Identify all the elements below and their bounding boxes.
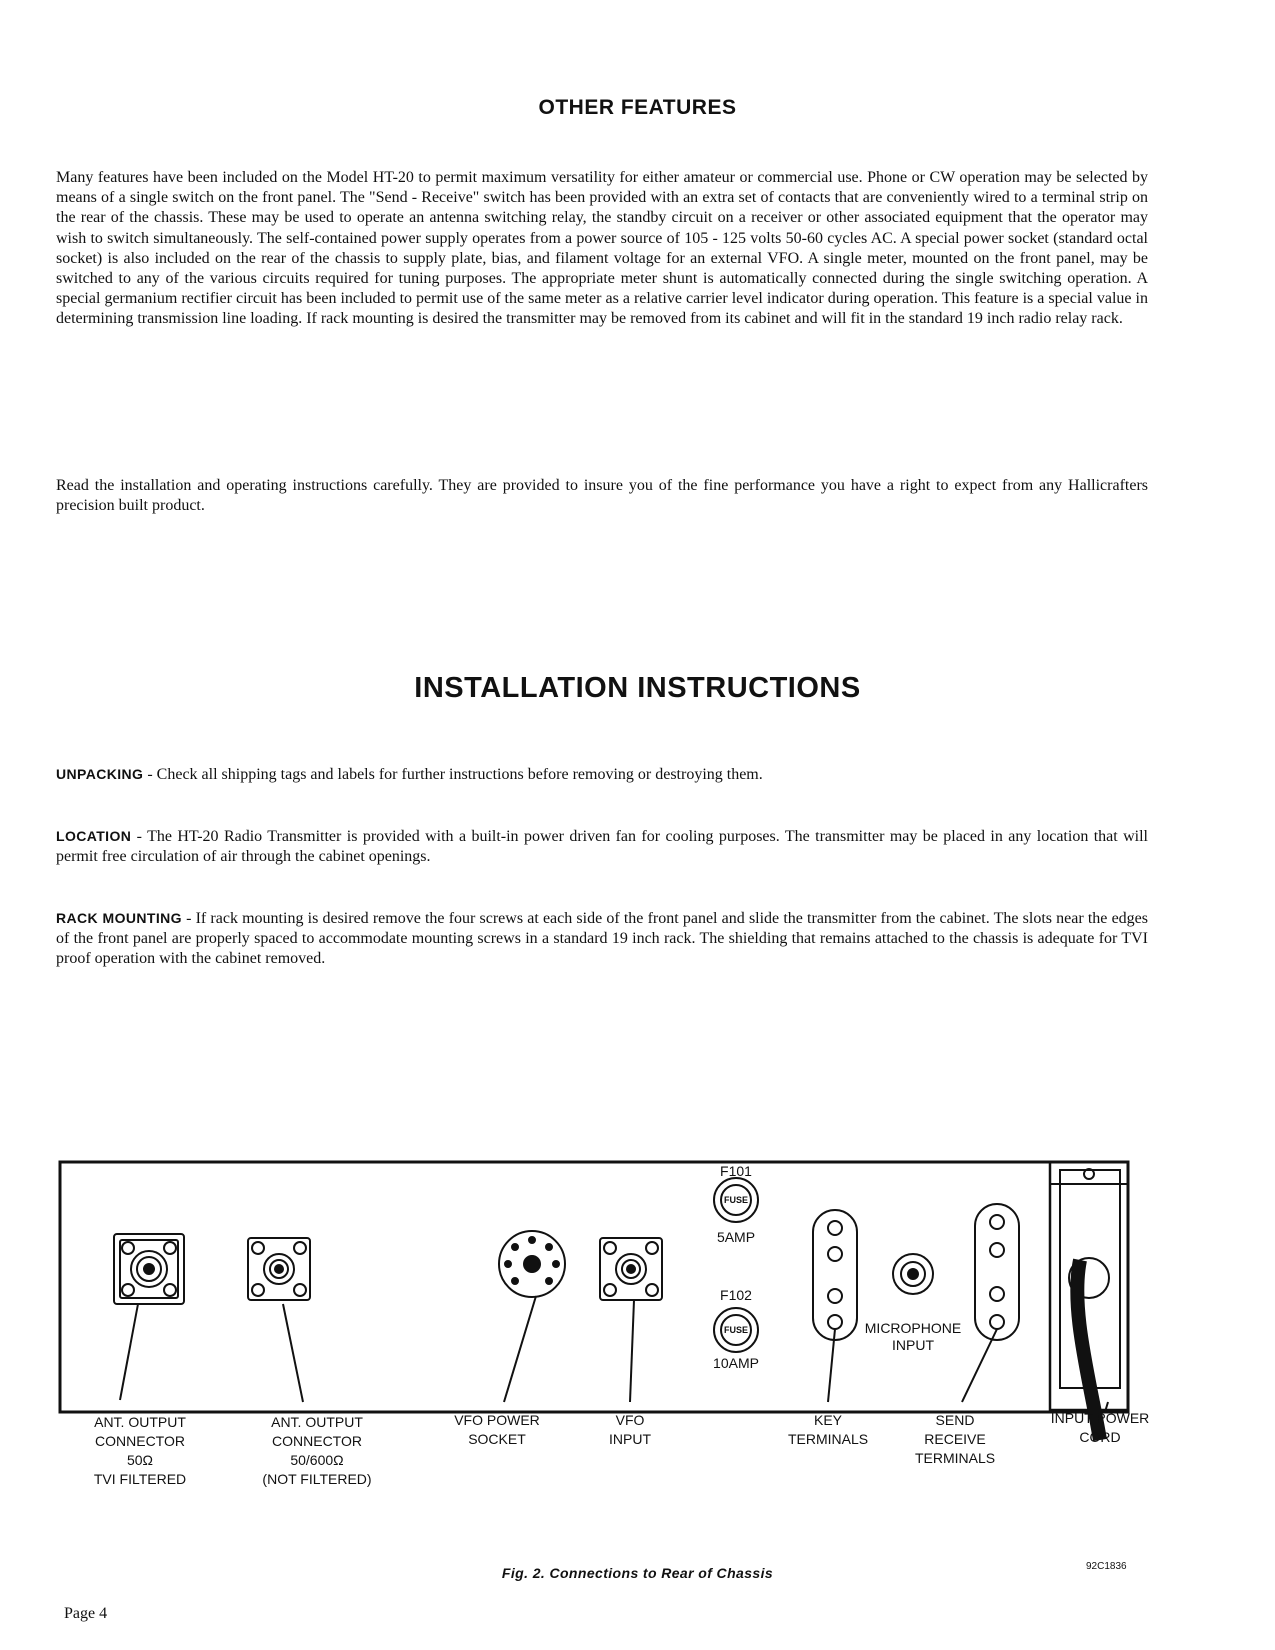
ant1-line1: ANT. OUTPUT — [94, 1414, 186, 1430]
fuse-f101 — [714, 1163, 758, 1245]
mic-label-line1: MICROPHONE — [864, 1320, 962, 1336]
key-line2: TERMINALS — [787, 1431, 869, 1447]
microphone-input-jack — [865, 1254, 961, 1353]
power-line1: INPUT POWER — [1050, 1410, 1150, 1426]
read-instructions-note: Read the installation and operating instructions carefully. They are provided to insure you of the fine performance you have a right to expect from any Hallicrafters precision built product. — [56, 477, 1148, 515]
callout-line-send-receive — [962, 1329, 997, 1402]
vfo-power-line2: SOCKET — [468, 1431, 526, 1447]
figure-caption: Fig. 2. Connections to Rear of Chassis — [501, 1565, 774, 1581]
vfo-input-line1: VFO — [615, 1412, 645, 1428]
send-line1: SEND — [935, 1412, 975, 1428]
unpacking-lead: UNPACKING — [56, 766, 144, 782]
input-power-cord — [1050, 1162, 1128, 1440]
drawing-code: 92C1836 — [1086, 1561, 1127, 1572]
mic-label-line2: INPUT — [892, 1337, 934, 1353]
installation-heading: INSTALLATION INSTRUCTIONS — [414, 672, 861, 704]
key-line1: KEY — [813, 1412, 843, 1428]
rack-mounting-lead: RACK MOUNTING — [56, 910, 182, 926]
other-features-body: Many features have been included on the Model HT-20 to permit maximum versatility for either amateur or commercial use. Phone or CW operation may be selected by means of a single switch on the front panel. The "Send - Receive" switch has been provided with an extra set of contacts that are conveniently wired to a terminal strip on the rear of the chassis. These may be used to operate an antenna switching relay, the standby circuit on a receiver or other associated equipment that the operator may wish to switch simultaneously. The self-contained power supply operates from a power source of 105 - 125 volts 50-60 cycles AC. A special power socket (standard octal socket) is also included on the rear of the chassis to supply plate, bias, and filament voltage for an external VFO. A single meter, mounted on the front panel, may be switched to any of the various circuits required for tuning purposes. The appropriate meter shunt is automatically connected during the single switching operation. A special germanium rectifier circuit has been included to permit use of the same meter as a relative carrier level indicator during operation. This feature is a special value in determining transmission line loading. If rack mounting is desired the transmitter may be removed from its cabinet and will fit in the standard 19 inch radio relay rack. — [56, 169, 1148, 328]
location-lead: LOCATION — [56, 828, 132, 844]
key-terminal-strip — [813, 1210, 857, 1340]
fuse1-rating: 5AMP — [716, 1229, 756, 1245]
page-number: Page 4 — [64, 1605, 108, 1622]
ant2-line2: CONNECTOR — [272, 1433, 362, 1449]
callout-line-vfo-power — [504, 1296, 536, 1402]
ant2-line1: ANT. OUTPUT — [271, 1414, 363, 1430]
ant2-line3: 50/600Ω — [290, 1452, 344, 1468]
location-text: - The HT-20 Radio Transmitter is provided with a built-in power driven fan for cooling purposes. The transmitter may be placed in any location that will permit free circulation of air through the cabinet openings. — [56, 828, 1148, 866]
rear-chassis-diagram — [0, 1140, 1275, 1520]
ant-output-connector-1 — [114, 1234, 184, 1304]
vfo-power-socket — [499, 1231, 565, 1297]
ant-output-2-callout — [262, 1414, 371, 1487]
callout-line-vfo-input — [630, 1300, 634, 1402]
ant-output-1-callout — [94, 1414, 186, 1487]
fuse-f102 — [713, 1287, 759, 1371]
vfo-power-line1: VFO POWER — [454, 1412, 540, 1428]
vfo-input-line2: INPUT — [609, 1431, 651, 1447]
fuse2-text: FUSE — [723, 1325, 749, 1335]
rack-mounting-paragraph — [56, 908, 1148, 970]
chassis-panel — [60, 1162, 1128, 1412]
vfo-input-callout — [609, 1412, 651, 1447]
fuse1-label: F101 — [720, 1163, 752, 1179]
fuse2-rating: 10AMP — [713, 1355, 759, 1371]
send-receive-callout — [915, 1412, 995, 1466]
rack-mounting-text: - If rack mounting is desired remove the four screws at each side of the front panel and slide the transmitter from the cabinet. The slots near the edges of the front panel are properly spaced to accommodate mounting screws in a standard 19 inch rack. The shielding that remains attached to the chassis is adequate for TVI proof operation with the cabinet removed. — [56, 910, 1149, 968]
other-features-heading: OTHER FEATURES — [538, 96, 737, 119]
ant1-line3: 50Ω — [126, 1452, 154, 1468]
ant1-line4: TVI FILTERED — [93, 1471, 187, 1487]
unpacking-paragraph — [56, 764, 1148, 785]
fuse1-text: FUSE — [723, 1195, 749, 1205]
vfo-input-connector — [600, 1238, 662, 1300]
fuse2-label: F102 — [720, 1287, 752, 1303]
send-receive-terminal-strip — [975, 1204, 1019, 1340]
callout-line-ant-1 — [120, 1304, 138, 1400]
ant-output-connector-2 — [248, 1238, 310, 1300]
callout-line-ant-2 — [283, 1304, 303, 1402]
location-paragraph — [56, 826, 1148, 867]
send-line3: TERMINALS — [914, 1450, 996, 1466]
unpacking-text: - Check all shipping tags and labels for further instructions before removing or destroying them. — [143, 766, 763, 783]
ant1-line2: CONNECTOR — [95, 1433, 185, 1449]
send-line2: RECEIVE — [924, 1431, 986, 1447]
ant2-line4: (NOT FILTERED) — [262, 1471, 372, 1487]
key-terminals-callout — [788, 1412, 868, 1447]
power-line2: CORD — [1079, 1429, 1121, 1445]
vfo-power-callout — [454, 1412, 540, 1447]
